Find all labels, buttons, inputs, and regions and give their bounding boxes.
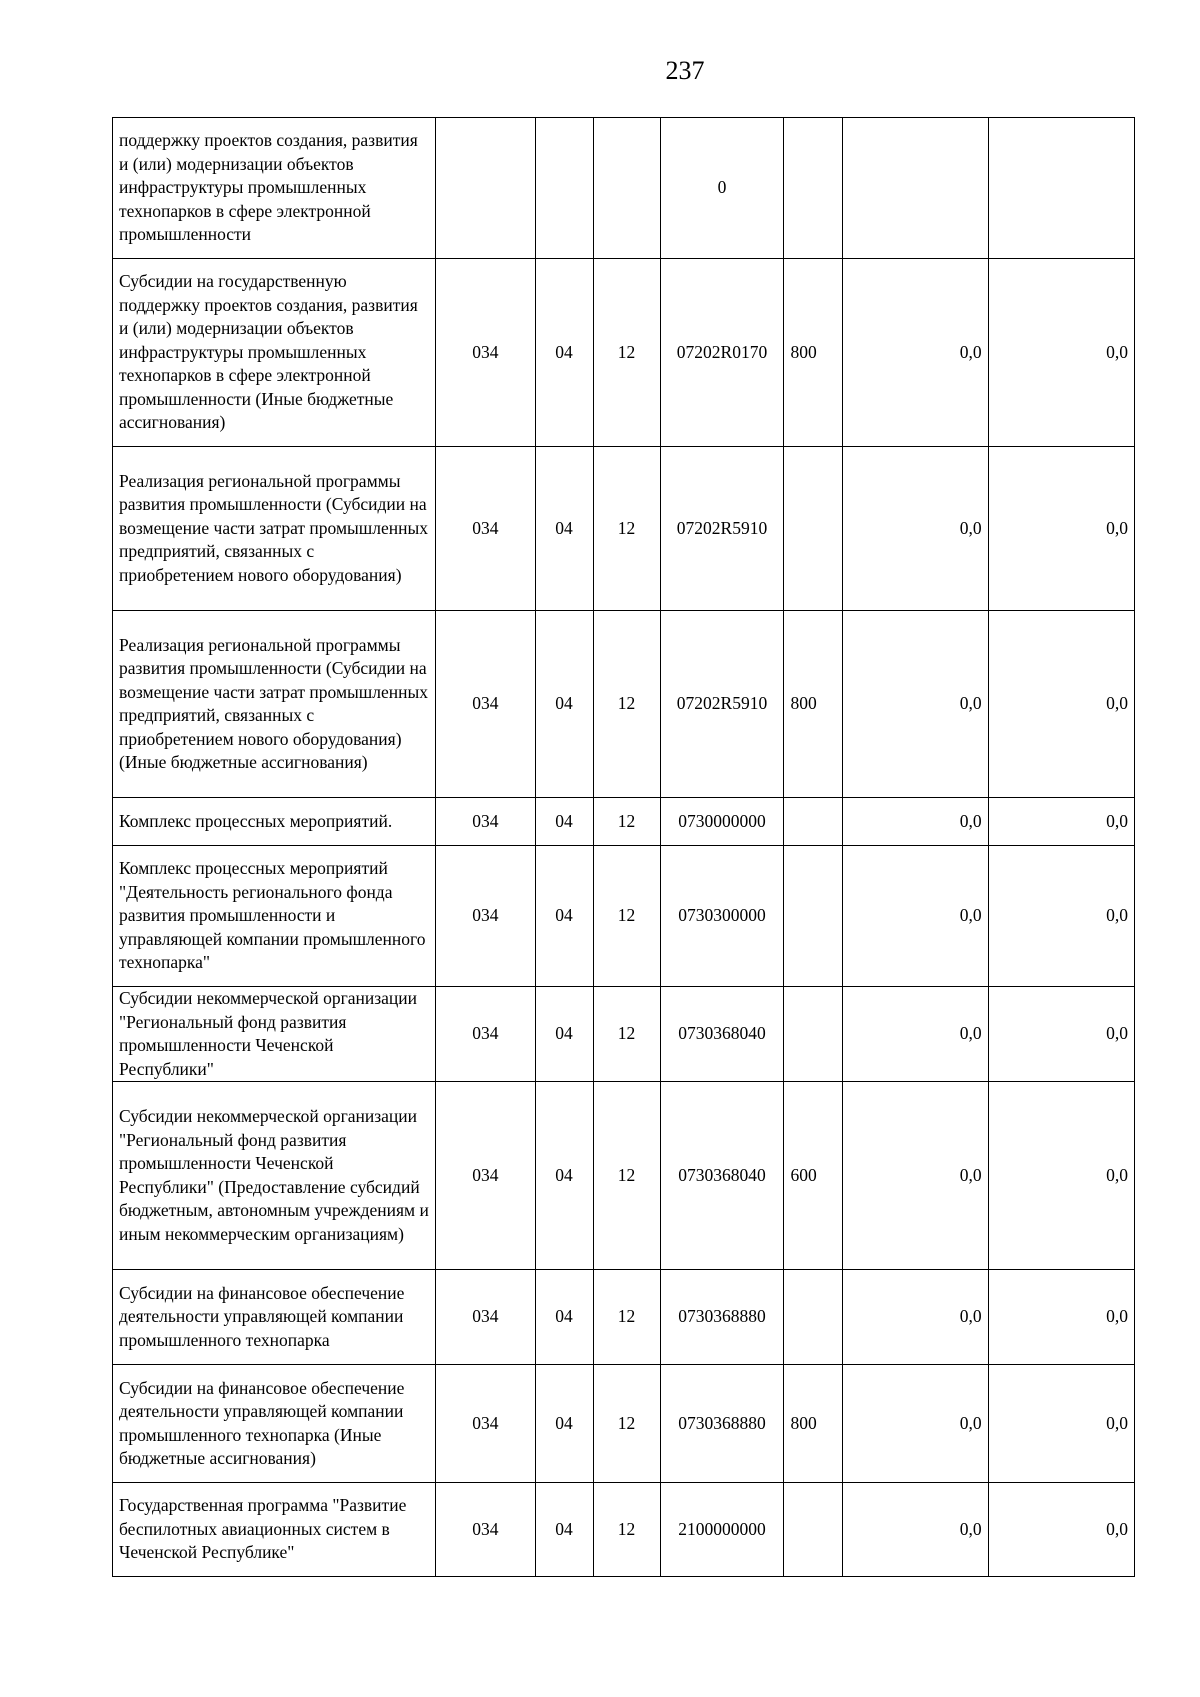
target-code-cell: 07202R5910 [660, 611, 784, 798]
row-name-cell: Реализация региональной программы развития промышленности (Субсидии на возмещение части затрат промышленных предприятий, связанных с приобретением нового оборудования) (Иные бюджетные ассигнования) [113, 611, 436, 798]
row-name-cell: Субсидии на финансовое обеспечение деятельности управляющей компании промышленного технопарка (Иные бюджетные ассигнования) [113, 1365, 436, 1483]
target-code-cell: 0730368040 [660, 987, 784, 1082]
table-row [113, 1270, 1135, 1365]
row-name-cell: Субсидии некоммерческой организации "Региональный фонд развития промышленности Чеченской Республики" [113, 987, 436, 1082]
expense-type-cell: 600 [784, 1082, 843, 1270]
expense-type-cell [784, 447, 843, 611]
table-row [113, 846, 1135, 987]
amount-2-cell: 0,0 [988, 1082, 1134, 1270]
subsection-code-cell [593, 118, 660, 259]
table-row [113, 118, 1135, 259]
expense-type-cell [784, 798, 843, 846]
amount-1-cell: 0,0 [843, 611, 988, 798]
dept-code-cell: 034 [436, 447, 536, 611]
row-name-cell: Комплекс процессных мероприятий. [113, 798, 436, 846]
subsection-code-cell: 12 [593, 259, 660, 447]
dept-code-cell: 034 [436, 1082, 536, 1270]
amount-2-cell: 0,0 [988, 987, 1134, 1082]
table-row [113, 611, 1135, 798]
amount-1-cell: 0,0 [843, 1270, 988, 1365]
amount-1-cell [843, 118, 988, 259]
expense-type-cell: 800 [784, 611, 843, 798]
dept-code-cell: 034 [436, 846, 536, 987]
amount-2-cell: 0,0 [988, 1483, 1134, 1577]
table-row [113, 798, 1135, 846]
target-code-cell: 0730000000 [660, 798, 784, 846]
table-row [113, 1365, 1135, 1483]
section-code-cell: 04 [535, 1365, 593, 1483]
target-code-cell: 0730368880 [660, 1270, 784, 1365]
dept-code-cell [436, 118, 536, 259]
amount-2-cell [988, 118, 1134, 259]
row-name-cell: Реализация региональной программы развития промышленности (Субсидии на возмещение части затрат промышленных предприятий, связанных с приобретением нового оборудования) [113, 447, 436, 611]
budget-table [112, 117, 1135, 1577]
table-row [113, 259, 1135, 447]
amount-2-cell: 0,0 [988, 259, 1134, 447]
amount-1-cell: 0,0 [843, 447, 988, 611]
section-code-cell: 04 [535, 447, 593, 611]
subsection-code-cell: 12 [593, 611, 660, 798]
amount-2-cell: 0,0 [988, 798, 1134, 846]
dept-code-cell: 034 [436, 1483, 536, 1577]
amount-2-cell: 0,0 [988, 1365, 1134, 1483]
target-code-cell: 0 [660, 118, 784, 259]
table-row [113, 1483, 1135, 1577]
subsection-code-cell: 12 [593, 846, 660, 987]
expense-type-cell: 800 [784, 1365, 843, 1483]
section-code-cell: 04 [535, 987, 593, 1082]
section-code-cell [535, 118, 593, 259]
dept-code-cell: 034 [436, 1365, 536, 1483]
expense-type-cell [784, 1483, 843, 1577]
section-code-cell: 04 [535, 259, 593, 447]
section-code-cell: 04 [535, 1270, 593, 1365]
expense-type-cell [784, 987, 843, 1082]
row-name-cell: Субсидии на финансовое обеспечение деятельности управляющей компании промышленного технопарка [113, 1270, 436, 1365]
row-name-cell: Государственная программа "Развитие беспилотных авиационных систем в Чеченской Республике" [113, 1483, 436, 1577]
section-code-cell: 04 [535, 798, 593, 846]
amount-1-cell: 0,0 [843, 259, 988, 447]
subsection-code-cell: 12 [593, 987, 660, 1082]
amount-1-cell: 0,0 [843, 1483, 988, 1577]
target-code-cell: 0730300000 [660, 846, 784, 987]
expense-type-cell [784, 846, 843, 987]
subsection-code-cell: 12 [593, 1082, 660, 1270]
table-row [113, 1082, 1135, 1270]
expense-type-cell [784, 118, 843, 259]
amount-1-cell: 0,0 [843, 1082, 988, 1270]
page-number: 237 [665, 56, 705, 85]
row-name-cell: Субсидии некоммерческой организации "Региональный фонд развития промышленности Чеченской Республики" (Предоставление субсидий бюджетным, автономным учреждениям и иным некоммерческим организациям) [113, 1082, 436, 1270]
section-code-cell: 04 [535, 1483, 593, 1577]
subsection-code-cell: 12 [593, 1365, 660, 1483]
dept-code-cell: 034 [436, 259, 536, 447]
table-row [113, 447, 1135, 611]
dept-code-cell: 034 [436, 611, 536, 798]
amount-2-cell: 0,0 [988, 1270, 1134, 1365]
section-code-cell: 04 [535, 611, 593, 798]
dept-code-cell: 034 [436, 987, 536, 1082]
target-code-cell: 07202R5910 [660, 447, 784, 611]
target-code-cell: 0730368040 [660, 1082, 784, 1270]
expense-type-cell [784, 1270, 843, 1365]
target-code-cell: 07202R0170 [660, 259, 784, 447]
amount-2-cell: 0,0 [988, 611, 1134, 798]
table-row [113, 987, 1135, 1082]
amount-2-cell: 0,0 [988, 846, 1134, 987]
section-code-cell: 04 [535, 846, 593, 987]
amount-1-cell: 0,0 [843, 798, 988, 846]
subsection-code-cell: 12 [593, 798, 660, 846]
subsection-code-cell: 12 [593, 447, 660, 611]
amount-2-cell: 0,0 [988, 447, 1134, 611]
row-name-cell: Субсидии на государственную поддержку проектов создания, развития и (или) модернизации объектов инфраструктуры промышленных технопарков в сфере электронной промышленности (Иные бюджетные ассигнования) [113, 259, 436, 447]
amount-1-cell: 0,0 [843, 846, 988, 987]
amount-1-cell: 0,0 [843, 987, 988, 1082]
dept-code-cell: 034 [436, 798, 536, 846]
subsection-code-cell: 12 [593, 1483, 660, 1577]
expense-type-cell: 800 [784, 259, 843, 447]
row-name-cell: Комплекс процессных мероприятий "Деятельность регионального фонда развития промышленности и управляющей компании промышленного технопарка" [113, 846, 436, 987]
amount-1-cell: 0,0 [843, 1365, 988, 1483]
subsection-code-cell: 12 [593, 1270, 660, 1365]
target-code-cell: 2100000000 [660, 1483, 784, 1577]
target-code-cell: 0730368880 [660, 1365, 784, 1483]
row-name-cell: поддержку проектов создания, развития и (или) модернизации объектов инфраструктуры промышленных технопарков в сфере электронной промышленности [113, 118, 436, 259]
dept-code-cell: 034 [436, 1270, 536, 1365]
section-code-cell: 04 [535, 1082, 593, 1270]
